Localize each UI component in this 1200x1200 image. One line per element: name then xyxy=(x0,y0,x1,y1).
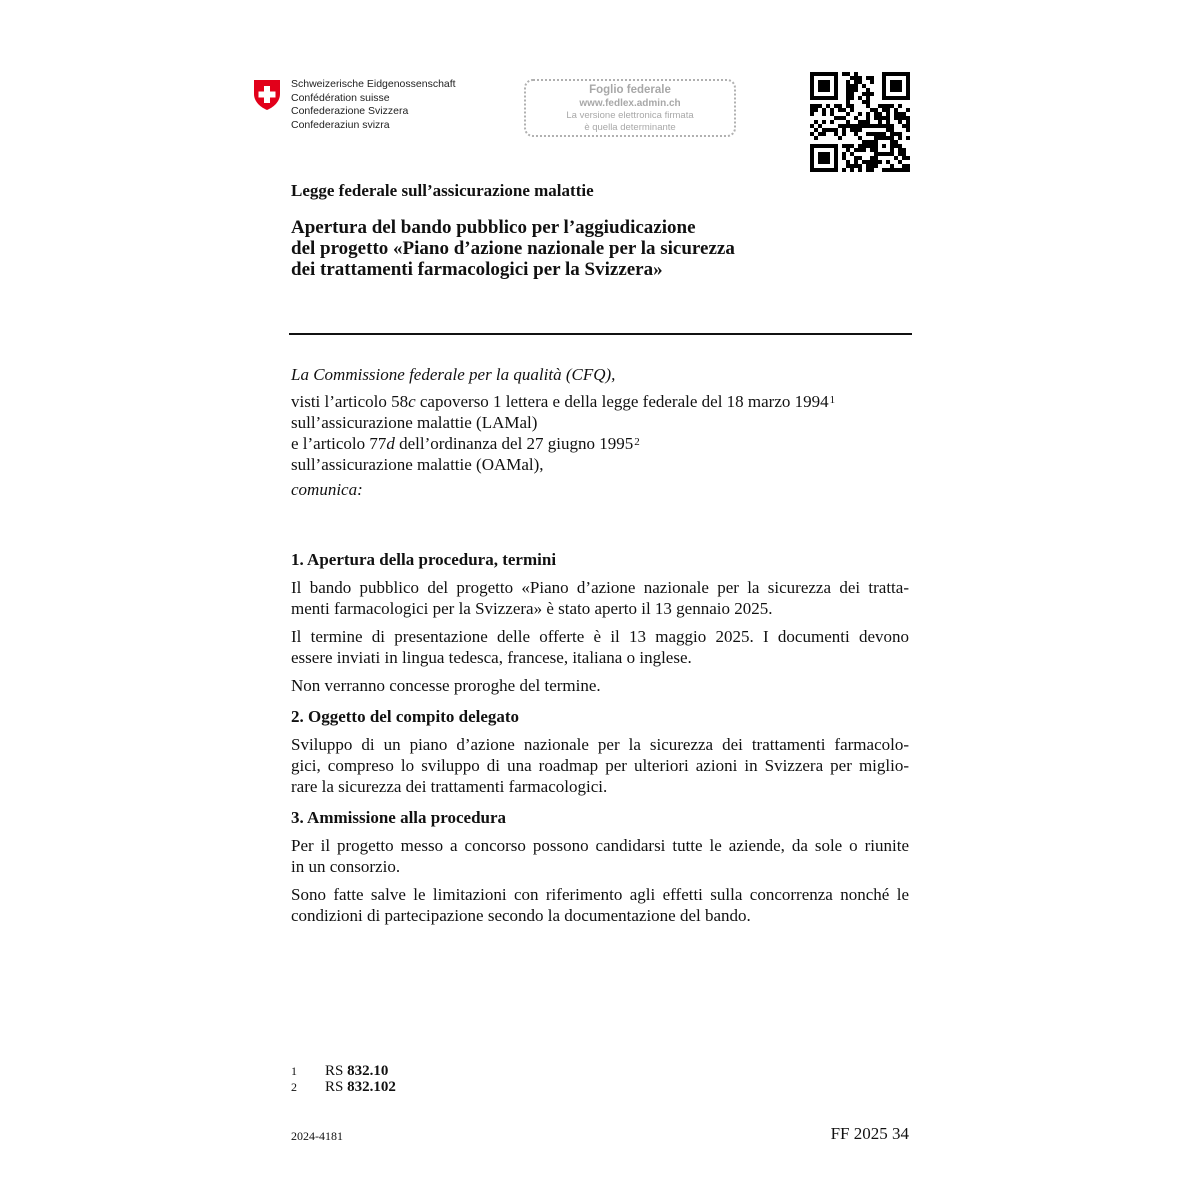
publication-stamp xyxy=(524,79,736,137)
swiss-cross-icon xyxy=(253,79,281,111)
federal-gazette-reference: FF 2025 34 xyxy=(830,1124,909,1143)
preamble-line: visti l’articolo 58c capoverso 1 lettera e della legge federale del 18 marzo 1994$^1$ xyxy=(291,392,836,411)
preamble-line: sull’assicurazione malattie (LAMal) xyxy=(291,413,538,432)
document-body xyxy=(291,549,909,936)
section-heading: 2. Oggetto del compito delegato xyxy=(291,707,520,726)
footnote-marker: 2 xyxy=(634,436,640,448)
footnotes xyxy=(291,1063,396,1095)
document-id: 2024-4181 xyxy=(291,1129,343,1143)
footnote-ref: 832.102 xyxy=(347,1079,396,1095)
qr-code-icon xyxy=(810,72,910,172)
title-divider xyxy=(289,333,912,335)
footnote-marker: 1 xyxy=(829,394,836,406)
stamp-note-line1: La versione elettronica firmata xyxy=(566,110,694,121)
preamble-action: comunica: xyxy=(291,480,363,499)
confederation-line-rm: Confederaziun svizra xyxy=(291,118,390,131)
preamble-line: e l’articolo 77d dell’ordinanza del 27 giugno 1995$^2$ xyxy=(291,434,640,453)
page-title-line: Apertura del bando pubblico per l’aggiudicazione xyxy=(291,217,696,238)
footnote-number: 1 xyxy=(291,1064,297,1078)
paragraph: Il bando pubblico del progetto «Piano d’azione nazionale per la sicurezza dei tratta- menti farmacologici per la Svizzera» è stato aperto il 13 gennaio 2025. xyxy=(291,578,909,618)
paragraph: Sviluppo di un piano d’azione nazionale per la sicurezza dei trattamenti farmacolo- gici, compreso lo sviluppo di una roadmap per ulteriori azioni in Svizzera per miglio- rare la sicurezza dei trattamenti farmacologici. xyxy=(291,735,909,796)
page-title-line: del progetto «Piano d’azione nazionale per la sicurezza xyxy=(291,238,735,259)
section xyxy=(291,807,909,926)
page-title xyxy=(291,217,735,280)
preamble xyxy=(291,364,911,500)
paragraph: Non verranno concesse proroghe del termine. xyxy=(291,676,601,695)
preamble-line: sull’assicurazione malattie (OAMal), xyxy=(291,455,544,474)
footnote-ref: 832.10 xyxy=(347,1063,389,1079)
paragraph: Il termine di presentazione delle offerte è il 13 maggio 2025. I documenti devono essere inviati in lingua tedesca, francese, italiana o inglese. xyxy=(291,627,909,667)
section-heading: 1. Apertura della procedura, termini xyxy=(291,550,557,569)
paragraph: Per il progetto messo a concorso possono candidarsi tutte le aziende, da sole o riunite in un consorzio. xyxy=(291,836,909,876)
issuing-authority: La Commissione federale per la qualità (CFQ), xyxy=(291,365,616,384)
paragraph: Sono fatte salve le limitazioni con riferimento agli effetti sulla concorrenza nonché le condizioni di partecipazione secondo la documentazione del bando. xyxy=(291,885,909,925)
section xyxy=(291,549,909,696)
section-heading: 3. Ammissione alla procedura xyxy=(291,808,507,827)
stamp-note-line2: è quella determinante xyxy=(584,121,676,133)
stamp-title: Foglio federale xyxy=(589,84,671,96)
act-title: Legge federale sull’assicurazione malattie xyxy=(291,181,594,200)
footnote: 1 RS 832.10 xyxy=(291,1063,389,1079)
confederation-line-fr: Confédération suisse xyxy=(291,91,390,104)
footnote: 2 RS 832.102 xyxy=(291,1079,396,1095)
footnote-number: 2 xyxy=(291,1080,297,1094)
stamp-url: www.fedlex.admin.ch xyxy=(579,98,681,109)
section xyxy=(291,706,909,797)
confederation-line-de: Schweizerische Eidgenossenschaft xyxy=(291,78,456,90)
confederation-line-it: Confederazione Svizzera xyxy=(291,105,409,117)
confederation-names xyxy=(291,78,456,132)
page-title-line: dei trattamenti farmacologici per la Svizzera» xyxy=(291,259,663,280)
